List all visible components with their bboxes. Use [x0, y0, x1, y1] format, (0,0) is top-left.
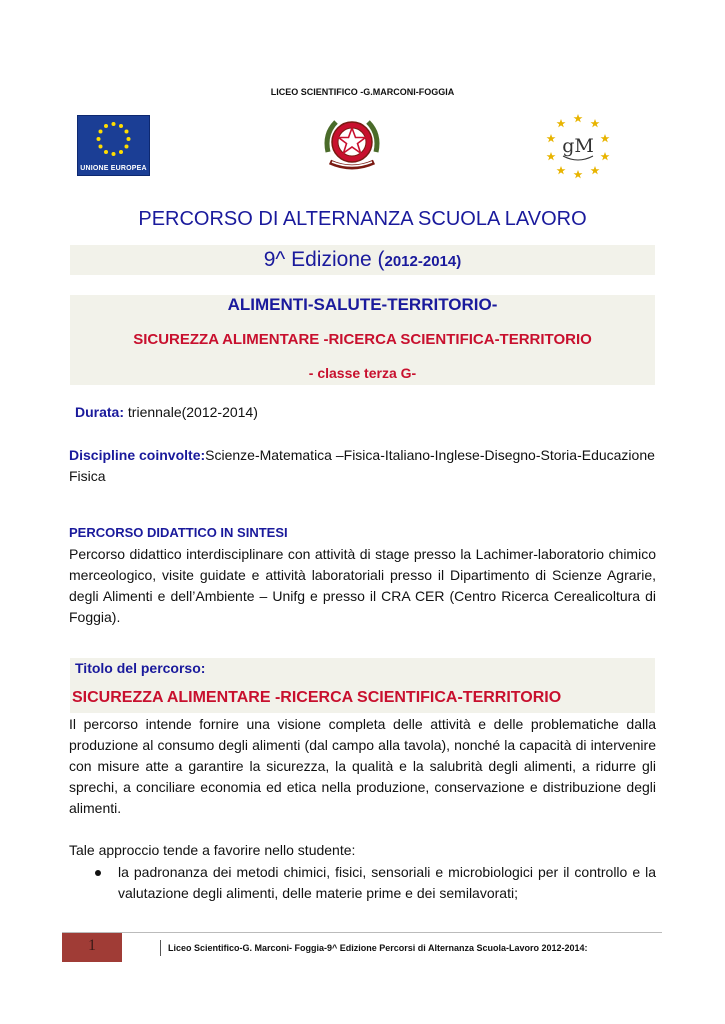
subtitle-line-1: ALIMENTI-SALUTE-TERRITORIO- [227, 295, 498, 314]
description-paragraph: Il percorso intende fornire una visione completa delle attività e delle problematiche dalla produzione al consumo degli alimenti (dal campo alla tavola), nonché la capacità di intervenire con misure atte a garantire la sicurezza, la qualità e la salubrità degli alimenti, a ridurre gli sprechi, a conciliare economia ed etica nella produzione, conservazione e distribuzione degli alimenti. [69, 716, 656, 816]
discipline-value: Scienze-Matematica –Fisica-Italiano-Inglese-Disegno-Storia-Educazione Fisica [69, 447, 655, 484]
edition-heading [0, 248, 725, 272]
eu-logo-label: UNIONE EUROPEA [80, 165, 147, 172]
eu-flag-icon [77, 115, 150, 176]
page-title: PERCORSO DI ALTERNANZA SCUOLA LAVORO [138, 208, 587, 230]
edition-years: 2012-2014) [384, 253, 462, 270]
durata-line [75, 402, 258, 423]
discipline-line [69, 445, 659, 487]
bullet-icon [95, 870, 101, 876]
sintesi-paragraph: Percorso didattico interdisciplinare con attività di stage presso la Lachimer-laboratorio chimico merceologico, visite guidate e attività laboratoriali presso il Dipartimento di Scienze Agrarie, degli Alimenti e dell’Ambiente – Unifg e presso il CRA CER (Centro Ricerca Cerealicoltura di Foggia). [69, 546, 656, 625]
school-header: LICEO SCIENTIFICO -G.MARCONI-FOGGIA [270, 87, 455, 97]
subtitle-line-3: - classe terza G- [308, 365, 417, 381]
list-item-text: la padronanza dei metodi chimici, fisici, sensoriali e microbiologici per il controllo e la valutazione degli alimenti, delle materie prime e dei semilavorati; [118, 864, 656, 901]
sintesi-heading: PERCORSO DIDATTICO IN SINTESI [69, 525, 288, 540]
discipline-label: Discipline coinvolte: [69, 447, 206, 463]
approach-intro: Tale approccio tende a favorire nello studente: [69, 842, 356, 858]
edition-label: 9^ Edizione ( [263, 248, 385, 271]
titolo-value: SICUREZZA ALIMENTARE -RICERCA SCIENTIFICA-TERRITORIO [72, 689, 562, 706]
gm-school-logo-icon [543, 110, 613, 180]
subtitle-line-2: SICUREZZA ALIMENTARE -RICERCA SCIENTIFICA-TERRITORIO [133, 331, 592, 348]
footer-divider [62, 932, 662, 933]
italian-republic-emblem-icon [318, 112, 386, 178]
durata-label: Durata: [75, 404, 125, 420]
footer-text: Liceo Scientifico-G. Marconi- Foggia-9^ Edizione Percorsi di Alternanza Scuola-Lavoro 2012-2014: [168, 943, 588, 953]
page-number: 1 [88, 937, 96, 954]
titolo-label: Titolo del percorso: [75, 660, 206, 676]
list-item [69, 862, 656, 904]
svg-text:gM: gM [562, 135, 594, 157]
durata-value: triennale(2012-2014) [124, 404, 258, 420]
footer-separator [160, 940, 161, 956]
